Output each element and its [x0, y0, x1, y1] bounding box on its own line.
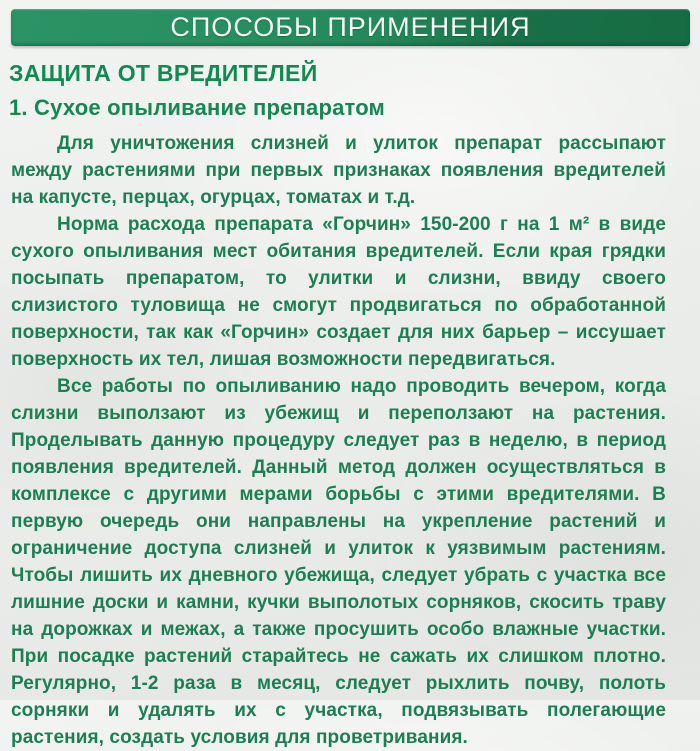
body-paragraph: Для уничтожения слизней и улиток препарат рассыпают между растениями при первых признаках появления вредителей на капусте, перцах, огурцах, томатах и т.д. [11, 133, 666, 208]
label-content [0, 50, 700, 751]
section-heading: ЗАЩИТА ОТ ВРЕДИТЕЛЕЙ [9, 60, 318, 86]
body-paragraph: Норма расхода препарата «Горчин» 150-200 г на 1 м² в виде сухого опыливания мест обитания вредителей. Если края грядки посыпать препаратом, то улитки и слизни, ввиду своего слизистого туловища не смогут продвигаться по обработанной поверхности, так как «Горчин» создает для них барьер – иссушает поверхность их тел, лишая возможности передвигаться. [11, 214, 666, 370]
body-text [0, 130, 700, 751]
title-bar [11, 9, 690, 46]
body-paragraph: Все работы по опыливанию надо проводить вечером, когда слизни выползают из убежищ и переползают на растения. Проделывать данную процедуру следует раз в неделю, в период появления вредителей. Данный метод должен осуществляться в комплексе с другими мерами борьбы с этими вредителями. В первую очередь они направлены на укрепление растений и ограничение доступа слизней и улиток к уязвимым растениям. Чтобы лишить их дневного убежища, следует убрать с участка все лишние доски и камни, кучки выполотых сорняков, скосить траву на дорожках и межах, а также просушить особо влажные участки. При посадке растений старайтесь не сажать их слишком плотно. Регулярно, 1-2 раза в месяц, следует рыхлить почву, полоть сорняки и удалять их с участка, подвязывать полегающие растения, создать условия для проветривания. [11, 376, 666, 748]
subsection-heading: 1. Сухое опыливание препаратом [9, 95, 386, 120]
title-bar-text: СПОСОБЫ ПРИМЕНЕНИЯ [170, 12, 531, 42]
